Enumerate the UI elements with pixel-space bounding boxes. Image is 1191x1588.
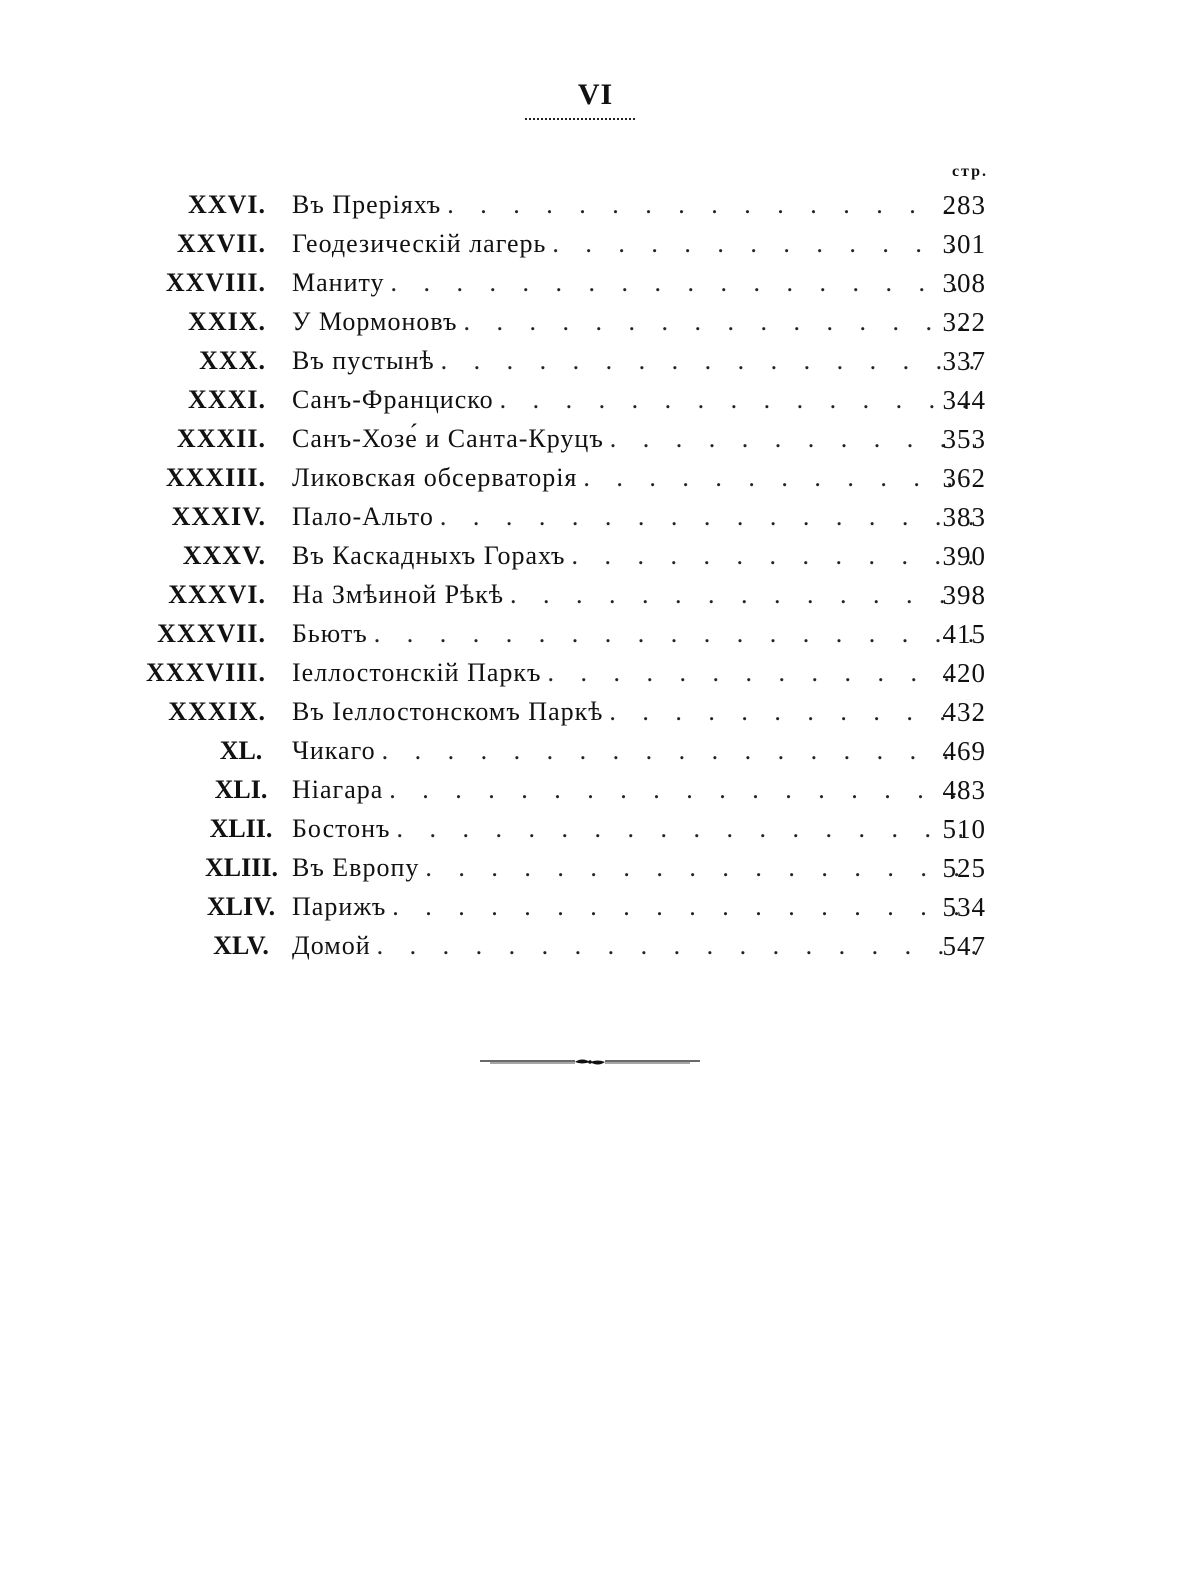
toc-entry	[0, 536, 1191, 576]
page-ref: 308	[942, 268, 986, 298]
chapter-title: Въ Преріяхъ	[292, 190, 442, 219]
page-ref: 362	[942, 463, 986, 493]
toc-entry	[0, 731, 1191, 771]
chapter-number: XXXII.	[176, 424, 266, 453]
page-ref: 469	[942, 736, 986, 766]
dot-leader	[571, 536, 976, 576]
chapter-number: XLIII.	[205, 853, 278, 882]
dot-leader	[397, 809, 977, 849]
page-ref: 510	[942, 814, 986, 844]
toc-entry	[0, 458, 1191, 498]
toc-entry	[0, 419, 1191, 459]
page-ref: 432	[942, 697, 986, 727]
toc-entry	[0, 224, 1191, 264]
chapter-number: XXVI.	[188, 190, 266, 219]
toc-entry	[0, 185, 1191, 225]
chapter-title: Бьютъ	[292, 619, 368, 648]
chapter-number: XXXVI.	[168, 580, 266, 609]
chapter-number: XXXVII.	[157, 619, 266, 648]
toc-entry	[0, 926, 1191, 966]
toc-entry	[0, 575, 1191, 615]
dot-leader	[391, 263, 976, 303]
dot-leader	[425, 848, 976, 888]
dot-leader	[609, 692, 976, 732]
page-ref: 420	[942, 658, 986, 688]
page-ref: 337	[942, 346, 986, 376]
chapter-number: XXXVIII.	[146, 658, 266, 687]
toc-entry	[0, 341, 1191, 381]
chapter-title: Домой	[292, 931, 371, 960]
page-ref: 383	[942, 502, 986, 532]
page-ref: 398	[942, 580, 986, 610]
chapter-number: XL.	[219, 736, 263, 765]
chapter-title: На Змѣиной Рѣкѣ	[292, 580, 504, 609]
dot-leader	[441, 341, 976, 381]
chapter-title: Ніагара	[292, 775, 384, 804]
chapter-number: XLIV.	[206, 892, 276, 921]
chapter-number: XXIX.	[188, 307, 266, 336]
page-ref: 483	[942, 775, 986, 805]
dot-leader	[500, 380, 976, 420]
chapter-number: XLII.	[209, 814, 273, 843]
chapter-title: Ликовская обсерваторія	[292, 463, 578, 492]
chapter-title: Пало-Альто	[292, 502, 434, 531]
toc-entry	[0, 653, 1191, 693]
dot-leader	[547, 653, 976, 693]
dot-leader	[374, 614, 976, 654]
dot-leader	[447, 185, 976, 225]
toc-entry	[0, 770, 1191, 810]
page-ref: 283	[942, 190, 986, 220]
chapter-title: Санъ-Хозе́ и Санта-Круцъ	[292, 424, 604, 453]
chapter-title: Въ пустынѣ	[292, 346, 435, 375]
page-ref: 534	[942, 892, 986, 922]
page-ref: 547	[942, 931, 986, 961]
chapter-number: XXVIII.	[165, 268, 266, 297]
dot-leader	[377, 926, 976, 966]
chapter-number: XXXV.	[182, 541, 266, 570]
page-ref: 525	[942, 853, 986, 883]
chapter-number: XXVII.	[176, 229, 266, 258]
chapter-number: XXXI.	[188, 385, 266, 414]
page-ref: 344	[942, 385, 986, 415]
chapter-title: Въ Іеллостонскомъ Паркѣ	[292, 697, 604, 726]
chapter-number: XLV.	[213, 931, 269, 960]
ornamental-divider	[480, 1055, 700, 1069]
chapter-title: Чикаго	[292, 736, 376, 765]
dot-leader	[583, 458, 976, 498]
page-column-header: стр.	[951, 163, 988, 180]
dot-leader	[463, 302, 976, 342]
page-ref: 353	[942, 424, 986, 454]
toc-entry	[0, 614, 1191, 654]
dot-leader	[510, 575, 976, 615]
toc-entry	[0, 302, 1191, 342]
chapter-number: XXXIX.	[168, 697, 266, 726]
page-ref: 390	[942, 541, 986, 571]
chapter-title: Санъ-Франциско	[292, 385, 494, 414]
chapter-title: Въ Каскадныхъ Горахъ	[292, 541, 566, 570]
chapter-number: XXXIII.	[165, 463, 266, 492]
chapter-title: Парижъ	[292, 892, 387, 921]
dot-leader	[389, 770, 976, 810]
toc-entry	[0, 497, 1191, 537]
page-ref: 415	[942, 619, 986, 649]
chapter-number: XXXIV.	[171, 502, 266, 531]
chapter-title: Въ Европу	[292, 853, 420, 882]
chapter-title: Геодезическій лагерь	[292, 229, 547, 258]
chapter-title: Бостонъ	[292, 814, 391, 843]
dot-leader	[392, 887, 976, 927]
chapter-title: У Мормоновъ	[292, 307, 458, 336]
dot-leader	[552, 224, 976, 264]
page-ref: 301	[942, 229, 986, 259]
toc-entry	[0, 263, 1191, 303]
page-number: VI	[577, 78, 614, 111]
page-ref: 322	[942, 307, 986, 337]
header-dotted-rule	[525, 118, 635, 120]
toc-entry	[0, 887, 1191, 927]
toc-entry	[0, 848, 1191, 888]
toc-entry	[0, 692, 1191, 732]
toc-entry	[0, 809, 1191, 849]
dot-leader	[440, 497, 976, 537]
chapter-title: Іеллостонскій Паркъ	[292, 658, 542, 687]
chapter-number: XXX.	[199, 346, 266, 375]
toc-entry	[0, 380, 1191, 420]
dot-leader	[610, 419, 976, 459]
chapter-title: Маниту	[292, 268, 385, 297]
chapter-number: XLI.	[214, 775, 268, 804]
dot-leader	[382, 731, 976, 771]
